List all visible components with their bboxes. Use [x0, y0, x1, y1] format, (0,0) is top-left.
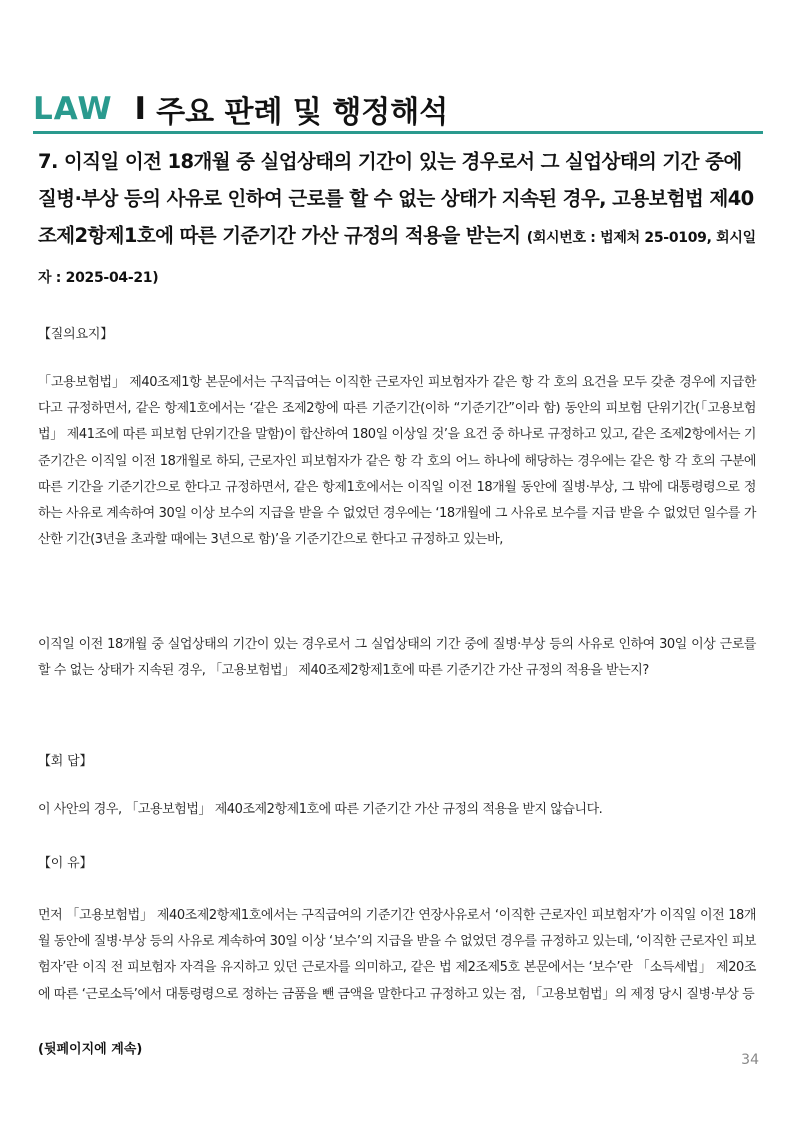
category-label: LAW — [33, 91, 113, 127]
question-label: 【질의요지】 — [38, 327, 114, 342]
continued-note: (뒷페이지에 계속) — [38, 1042, 143, 1057]
header-divider — [33, 131, 763, 134]
section-title: 주요 판례 및 행정해석 — [156, 95, 449, 130]
question-paragraph-2: 이직일 이전 18개월 중 실업상태의 기간이 있는 경우로서 그 실업상태의 기간 중에 질병·부상 등의 사유로 인하여 30일 이상 근로를 할 수 없는 상태가 지속된 경우, 「고용보험법」 제40조제2항제1호에 따른 기준기간 가산 규정의 적용을 받는지? — [38, 637, 756, 679]
page-number: 34 — [741, 1052, 759, 1068]
section-header — [33, 86, 763, 132]
reason-label: 【이 유】 — [38, 856, 93, 871]
case-title-text: 7. 이직일 이전 18개월 중 실업상태의 기간이 있는 경우로서 그 실업상태의 기간 중에 질병·부상 등의 사유로 인하여 근로를 할 수 없는 상태가 지속된 경우, 고용보험법 제40조제2항제1호에 따른 기준기간 가산 규정의 적용을 받는지 — [38, 150, 754, 247]
answer-label: 【회 답】 — [38, 754, 93, 769]
answer-paragraph: 이 사안의 경우, 「고용보험법」 제40조제2항제1호에 따른 기준기간 가산 규정의 적용을 받지 않습니다. — [38, 802, 603, 817]
header-separator: I — [134, 91, 147, 127]
question-paragraph-1: 「고용보험법」 제40조제1항 본문에서는 구직급여는 이직한 근로자인 피보험자가 같은 항 각 호의 요건을 모두 갖춘 경우에 지급한다고 규정하면서, 같은 항제1호에서는 ‘같은 조제2항에 따른 기준기간(이하 “기준기간”이라 함) 동안의 피보험 단위기간(「고용보험법」 제41조에 따른 피보험 단위기간을 말함)이 합산하여 180일 이상일 것’을 요건 중 하나로 규정하고 있고, 같은 조제2항에서는 기준기간은 이직일 이전 18개월로 하되, 근로자인 피보험자가 같은 항 각 호의 어느 하나에 해당하는 경우에는 같은 항 각 호의 구분에 따른 기간을 기준기간으로 한다고 규정하면서, 같은 항제1호에서는 이직일 이전 18개월 동안에 질병·부상, 그 밖에 대통령령으로 정하는 사유로 계속하여 30일 이상 보수의 지급을 받을 수 없었던 경우에는 ‘18개월에 그 사유로 보수를 지급 받을 수 없었던 일수를 가산한 기간(3년을 초과할 때에는 3년으로 함)’을 기준기간으로 한다고 규정하고 있는바, — [38, 375, 756, 548]
case-meta: (회시번호 : 법제처 25-0109, 회시일자 : 2025-04-21) — [38, 230, 756, 286]
reason-paragraph: 먼저 「고용보험법」 제40조제2항제1호에서는 구직급여의 기준기간 연장사유로서 ‘이직한 근로자인 피보험자’가 이직일 이전 18개월 동안에 질병·부상 등의 사유로 계속하여 30일 이상 ‘보수’의 지급을 받을 수 없었던 경우를 규정하고 있는데, ‘이직한 근로자인 피보험자’란 이직 전 피보험자 자격을 유지하고 있던 근로자를 의미하고, 같은 법 제2조제5호 본문에서는 ‘보수’란 「소득세법」 제20조에 따른 ‘근로소득’에서 대통령령으로 정하는 금품을 뺀 금액을 말한다고 규정하고 있는 점, 「고용보험법」의 제정 당시 질병·부상 등 — [38, 908, 756, 1002]
case-title — [38, 143, 763, 297]
